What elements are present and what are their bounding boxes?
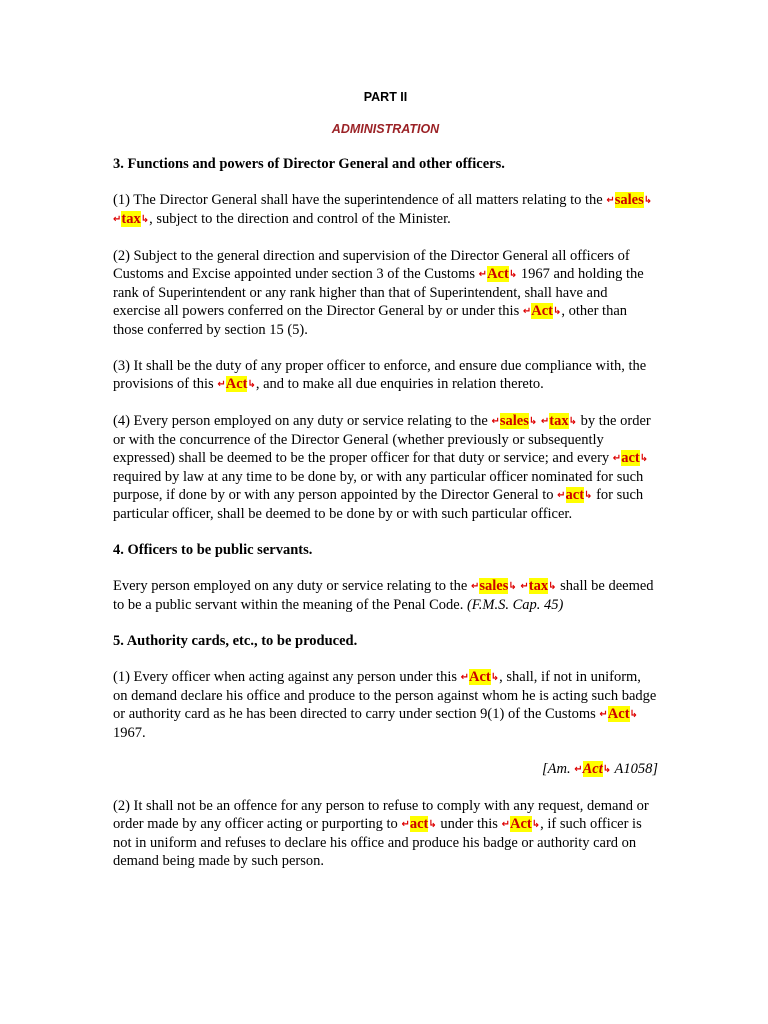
highlighted-term[interactable] (461, 669, 500, 685)
term-text: Act (607, 706, 630, 722)
marker-open-icon: ↵ (401, 819, 410, 830)
marker-close-icon: ↳ (508, 269, 518, 280)
marker-open-icon: ↵ (470, 581, 480, 592)
text-run: under this (436, 816, 502, 832)
text-run: (2) It shall not be an offence for any person to refuse to comply with any request, demand or order made by any officer acting or purporting to (113, 798, 649, 832)
section-heading: 4. Officers to be public servants. (113, 542, 313, 558)
highlighted-term[interactable] (502, 816, 541, 832)
highlighted-term[interactable] (492, 413, 538, 429)
marker-close-icon: ↳ (490, 672, 500, 683)
text-run: Every person employed on any duty or service relating to the (113, 578, 471, 594)
marker-close-icon: ↳ (531, 819, 541, 830)
highlighted-term[interactable] (523, 303, 562, 319)
marker-open-icon: ↵ (113, 214, 122, 225)
text-run: , subject to the direction and control of the Minister. (149, 211, 451, 227)
term-text: sales (614, 192, 644, 208)
term-text: Act (487, 266, 509, 282)
paragraph (113, 357, 658, 394)
marker-open-icon: ↵ (574, 764, 583, 775)
term-text: act (621, 450, 640, 466)
highlighted-term[interactable] (574, 761, 611, 777)
text-run: for such particular officer, shall be deemed to be done by or with such particular officer. (113, 487, 644, 522)
marker-close-icon: ↳ (528, 416, 538, 427)
marker-close-icon: ↳ (548, 581, 557, 592)
text-run: (2) Subject to the general direction and supervision of the Director General all officers of Customs and Excise appointed under section 3 of the Customs (113, 248, 630, 282)
marker-open-icon: ↵ (612, 453, 622, 464)
marker-open-icon: ↵ (217, 379, 226, 390)
text-run: 1967. (113, 725, 146, 741)
marker-close-icon: ↳ (629, 709, 638, 720)
text-run: required by law at any time to be done by, or with any particular officer nominated for such purpose, if done by or with any person appointed by the Director General to (113, 469, 644, 503)
section-heading: 5. Authority cards, etc., to be produced. (113, 633, 358, 649)
amendment-note (113, 760, 658, 779)
term-text: tax (121, 211, 141, 227)
highlighted-term[interactable] (557, 487, 592, 503)
paragraph (113, 412, 658, 523)
document-body (113, 155, 658, 870)
paragraph (113, 668, 658, 742)
marker-close-icon: ↳ (639, 453, 649, 464)
marker-open-icon: ↵ (599, 709, 608, 720)
text-run: by the order or with the concurrence of the Director General (whether previously or subsequently expressed) shall be deemed to be the proper officer for that duty or service; and every (113, 413, 651, 466)
paragraph (113, 797, 658, 870)
highlighted-term[interactable] (613, 450, 648, 466)
marker-open-icon: ↵ (491, 416, 500, 427)
term-text: act (565, 487, 585, 503)
section-heading: 3. Functions and powers of Director General and other officers. (113, 156, 505, 172)
text-run: , shall, if not in uniform, on demand declare his office and produce to the person against whom he is acting such badge or authority card as he has been directed to carry under section 9(1) of the Customs (113, 669, 657, 722)
marker-close-icon: ↳ (568, 416, 578, 427)
marker-open-icon: ↵ (606, 195, 615, 206)
paragraph (113, 577, 658, 614)
term-text: Act (469, 669, 491, 685)
marker-open-icon: ↵ (460, 672, 470, 683)
text-run: (4) Every person employed on any duty or service relating to the (113, 413, 492, 429)
document-page (113, 88, 658, 888)
term-text: sales (479, 578, 509, 594)
marker-open-icon: ↵ (540, 416, 550, 427)
text-run: , and to make all due enquiries in relation thereto. (255, 376, 544, 392)
text-run: 1967 and holding the rank of Superintendent or any rank higher than that of Superintendent, shall have and exercise all powers conferred on the Director General by or under this (113, 266, 644, 319)
paragraph (113, 247, 658, 339)
marker-open-icon: ↵ (557, 490, 566, 501)
text-run: , if such officer is not in uniform and refuses to declare his office and produce his badge or authority card on demand being made by such person. (113, 816, 642, 869)
term-text: Act (582, 761, 603, 777)
highlighted-term[interactable] (401, 816, 436, 832)
highlighted-term[interactable] (599, 706, 638, 722)
highlighted-term[interactable] (479, 266, 518, 282)
marker-open-icon: ↵ (501, 819, 510, 830)
term-text: tax (549, 413, 569, 429)
marker-close-icon: ↳ (553, 306, 562, 317)
italic-citation: A1058] (611, 761, 658, 777)
term-text: tax (528, 578, 549, 594)
marker-open-icon: ↵ (520, 581, 529, 592)
marker-close-icon: ↳ (602, 764, 612, 775)
term-text: Act (509, 816, 532, 832)
highlighted-term[interactable] (471, 578, 517, 594)
text-run: , other than those conferred by section 15 (5). (113, 303, 628, 338)
term-text: Act (531, 303, 553, 319)
marker-open-icon: ↵ (478, 269, 488, 280)
marker-close-icon: ↳ (643, 195, 653, 206)
text-run: (1) Every officer when acting against any person under this (113, 669, 461, 685)
term-text: act (409, 816, 429, 832)
marker-close-icon: ↳ (428, 819, 437, 830)
term-text: sales (499, 413, 529, 429)
term-text: Act (225, 376, 248, 392)
marker-close-icon: ↳ (584, 490, 593, 501)
italic-citation: [Am. (541, 761, 575, 777)
italic-citation: (F.M.S. Cap. 45) (466, 597, 564, 613)
text-run: (1) The Director General shall have the superintendence of all matters relating to the (113, 192, 607, 208)
highlighted-term[interactable] (217, 376, 256, 392)
highlighted-term[interactable] (606, 192, 652, 208)
marker-close-icon: ↳ (247, 379, 256, 390)
paragraph (113, 191, 658, 229)
marker-open-icon: ↵ (522, 306, 532, 317)
marker-close-icon: ↳ (508, 581, 517, 592)
highlighted-term[interactable] (113, 211, 149, 227)
highlighted-term[interactable] (541, 413, 577, 429)
text-run: shall be deemed to be a public servant within the meaning of the Penal Code. (113, 578, 654, 613)
text-run: (3) It shall be the duty of any proper officer to enforce, and ensure due compliance with, the provisions of this (113, 358, 647, 392)
highlighted-term[interactable] (520, 578, 556, 594)
part-heading: PART II (363, 90, 408, 104)
chapter-subtitle: ADMINISTRATION (331, 122, 440, 136)
marker-close-icon: ↳ (140, 214, 150, 225)
